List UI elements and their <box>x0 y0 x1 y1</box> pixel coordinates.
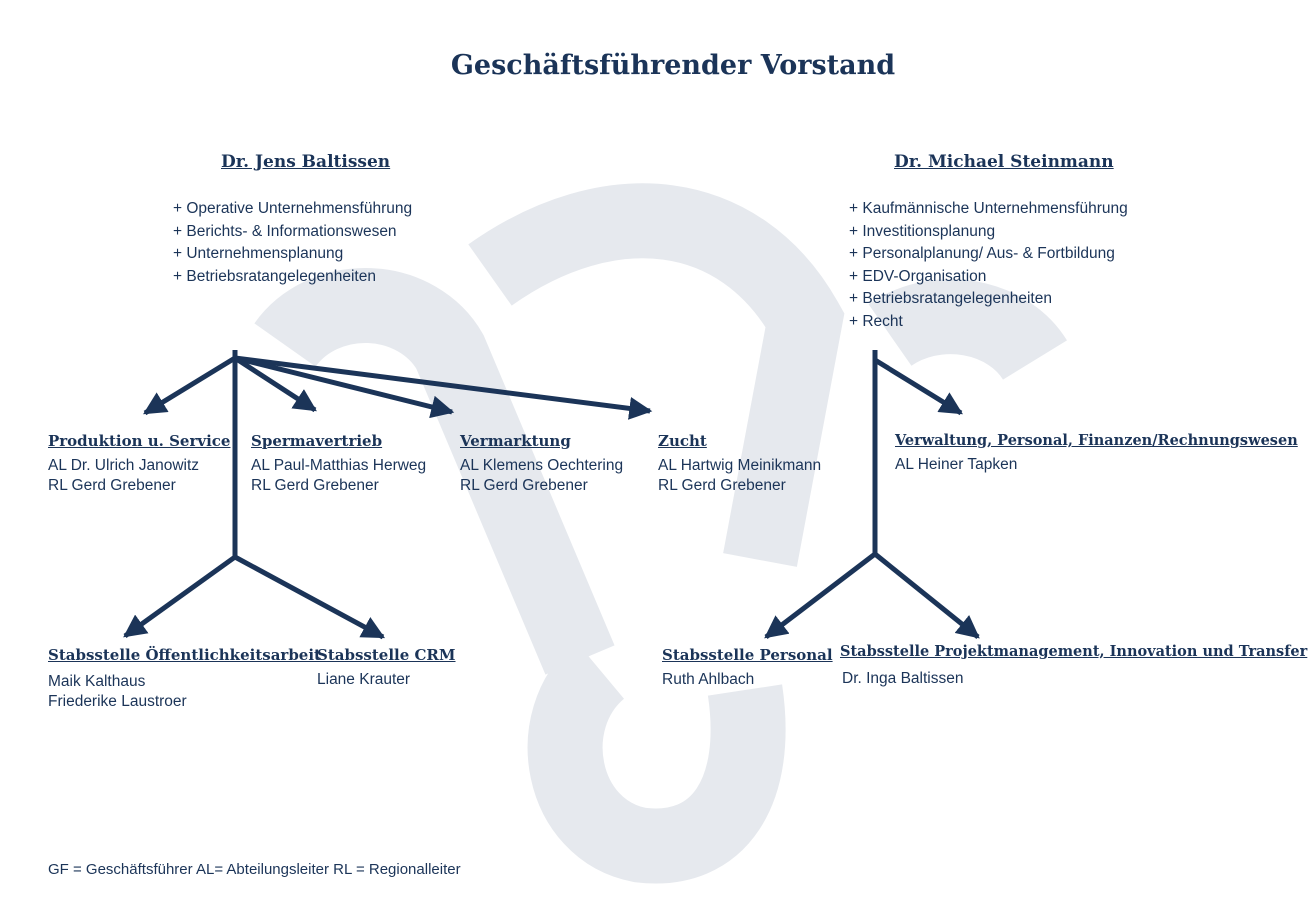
person-line: RL Gerd Grebener <box>658 476 786 494</box>
duty-item: + Unternehmensplanung <box>173 245 344 262</box>
arrow-projektmanagement <box>875 554 978 637</box>
duty-item: + Betriebsratangelegenheiten <box>173 267 376 285</box>
person-line: RL Gerd Grebener <box>251 476 379 494</box>
person-line: Ruth Ahlbach <box>662 671 755 688</box>
department-verwaltung <box>895 432 1298 475</box>
department-zucht <box>658 432 821 495</box>
legend-footnote: GF = Geschäftsführer AL= Abteilungsleiter RL = Regionalleiter <box>48 861 461 878</box>
arrow-oeffentlichkeitsarbeit <box>125 557 235 636</box>
duty-item: + Operative Unternehmensführung <box>173 200 413 217</box>
person-line: RL Gerd Grebener <box>48 476 176 494</box>
executive-name-steinmann: Dr. Michael Steinmann <box>894 152 1114 172</box>
department-name: Vermarktung <box>460 432 571 450</box>
staff-unit-personal <box>662 646 833 690</box>
department-people <box>460 456 623 495</box>
staff-unit-people <box>840 669 1307 689</box>
person-line: AL Paul-Matthias Herweg <box>251 457 427 474</box>
duty-item: + Berichts- & Informationswesen <box>173 222 397 240</box>
duty-item: + Personalplanung/ Aus- & Fortbildung <box>849 245 1115 262</box>
executive-duties-steinmann <box>849 198 1128 333</box>
staff-unit-oeffentlichkeitsarbeit <box>48 646 321 711</box>
duty-item: + Betriebsratangelegenheiten <box>849 290 1052 307</box>
staff-unit-name: Stabsstelle Projektmanagement, Innovation und Transfer <box>840 643 1308 660</box>
duty-item: + Recht <box>849 312 903 330</box>
person-line: Dr. Inga Baltissen <box>842 670 964 687</box>
department-people <box>658 456 821 495</box>
arrow-crm <box>235 557 383 637</box>
arrow-produktion <box>145 358 235 413</box>
page-title: Geschäftsführender Vorstand <box>450 50 896 81</box>
department-name: Verwaltung, Personal, Finanzen/Rechnungswesen <box>895 432 1298 449</box>
duty-item: + Kaufmännische Unternehmensführung <box>849 200 1128 217</box>
arrow-zucht <box>235 358 650 411</box>
department-name: Zucht <box>658 432 707 450</box>
person-line: Friederike Laustroer <box>48 692 187 710</box>
department-produktion <box>48 432 230 495</box>
staff-unit-people <box>317 670 456 690</box>
department-people <box>48 456 230 495</box>
staff-unit-crm <box>317 646 456 690</box>
duty-item: + Investitionsplanung <box>849 222 996 240</box>
person-line: Maik Kalthaus <box>48 673 146 690</box>
duty-item: + EDV-Organisation <box>849 267 987 285</box>
executive-name-baltissen: Dr. Jens Baltissen <box>221 152 391 172</box>
department-name: Spermavertrieb <box>251 432 383 450</box>
department-name: Produktion u. Service <box>48 432 231 450</box>
staff-unit-projektmanagement <box>840 643 1307 689</box>
staff-unit-people <box>48 672 321 711</box>
staff-unit-name: Stabsstelle Personal <box>662 646 833 664</box>
department-people <box>895 455 1298 475</box>
person-line: RL Gerd Grebener <box>460 476 588 494</box>
person-line: AL Hartwig Meinikmann <box>658 457 822 474</box>
department-people <box>251 456 426 495</box>
person-line: AL Klemens Oechtering <box>460 457 624 474</box>
arrow-verwaltung <box>875 360 961 413</box>
staff-unit-name: Stabsstelle Öffentlichkeitsarbeit <box>48 646 321 664</box>
arrow-personal <box>766 554 875 637</box>
person-line: AL Dr. Ulrich Janowitz <box>48 457 200 474</box>
department-spermavertrieb <box>251 432 426 495</box>
executive-duties-baltissen <box>173 198 412 288</box>
staff-unit-name: Stabsstelle CRM <box>317 646 456 664</box>
person-line: AL Heiner Tapken <box>895 456 1018 473</box>
person-line: Liane Krauter <box>317 671 411 688</box>
department-vermarktung <box>460 432 623 495</box>
arrow-vermarktung <box>235 358 452 412</box>
staff-unit-people <box>662 670 833 690</box>
